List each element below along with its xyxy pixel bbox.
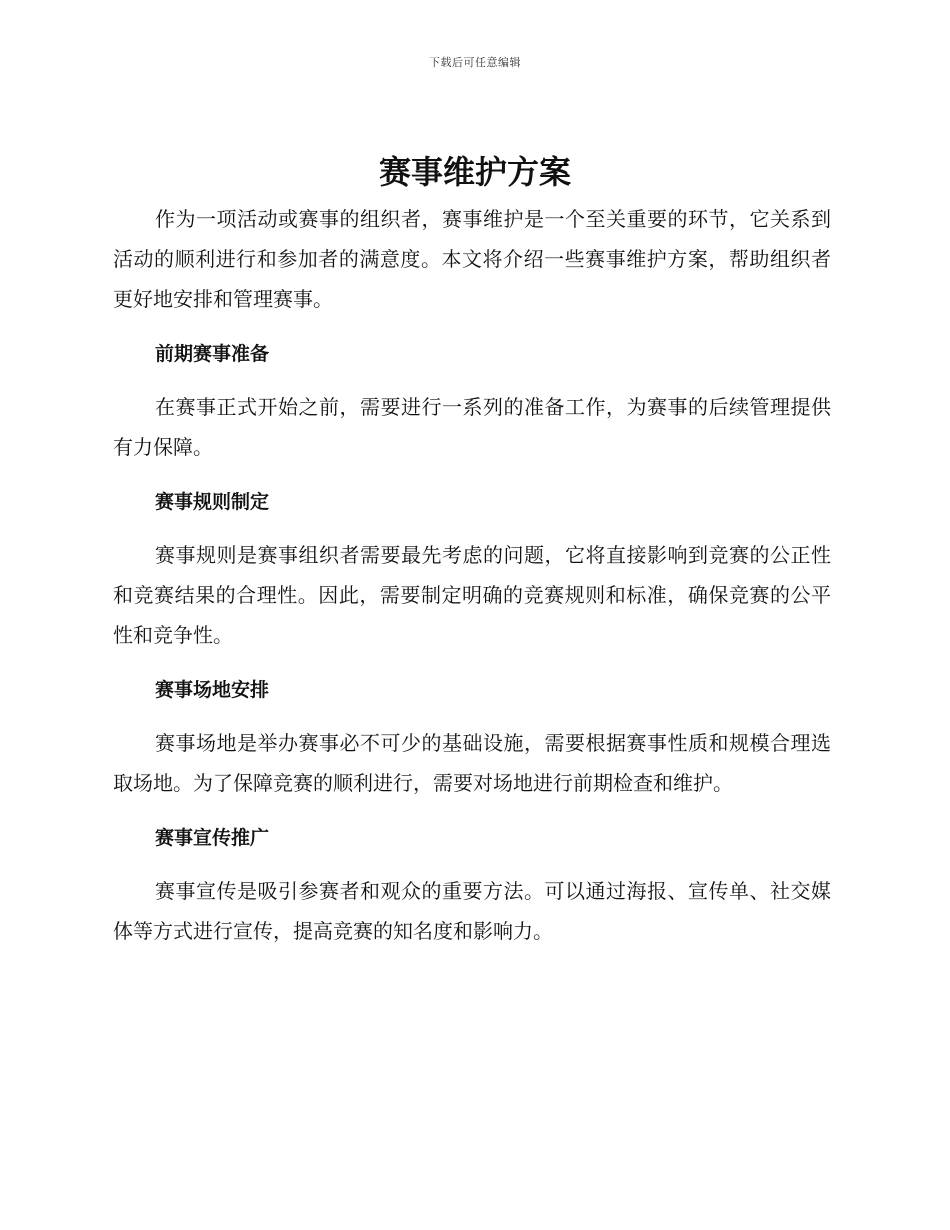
intro-paragraph: 作为一项活动或赛事的组织者，赛事维护是一个至关重要的环节，它关系到活动的顺利进行和参加者的满意度。本文将介绍一些赛事维护方案，帮助组织者更好地安排和管理赛事。 <box>113 207 831 311</box>
document-body <box>113 199 831 951</box>
header-note: 下载后可任意编辑 <box>429 56 521 69</box>
section-body-rules: 赛事规则是赛事组织者需要最先考虑的问题，它将直接影响到竞赛的公正性和竞赛结果的合理性。因此，需要制定明确的竞赛规则和标准，确保竞赛的公平性和竞争性。 <box>113 543 831 647</box>
section-body-promotion: 赛事宣传是吸引参赛者和观众的重要方法。可以通过海报、宣传单、社交媒体等方式进行宣传，提高竞赛的知名度和影响力。 <box>113 879 831 943</box>
section-heading-promotion: 赛事宣传推广 <box>155 827 270 849</box>
section-heading-venue: 赛事场地安排 <box>155 679 270 701</box>
section-heading-preparation: 前期赛事准备 <box>155 343 270 365</box>
section-body-venue: 赛事场地是举办赛事必不可少的基础设施，需要根据赛事性质和规模合理选取场地。为了保障竞赛的顺利进行，需要对场地进行前期检查和维护。 <box>113 731 831 795</box>
section-body-preparation: 在赛事正式开始之前，需要进行一系列的准备工作，为赛事的后续管理提供有力保障。 <box>113 395 831 459</box>
section-heading-rules: 赛事规则制定 <box>155 491 270 513</box>
document-title: 赛事维护方案 <box>378 153 571 191</box>
